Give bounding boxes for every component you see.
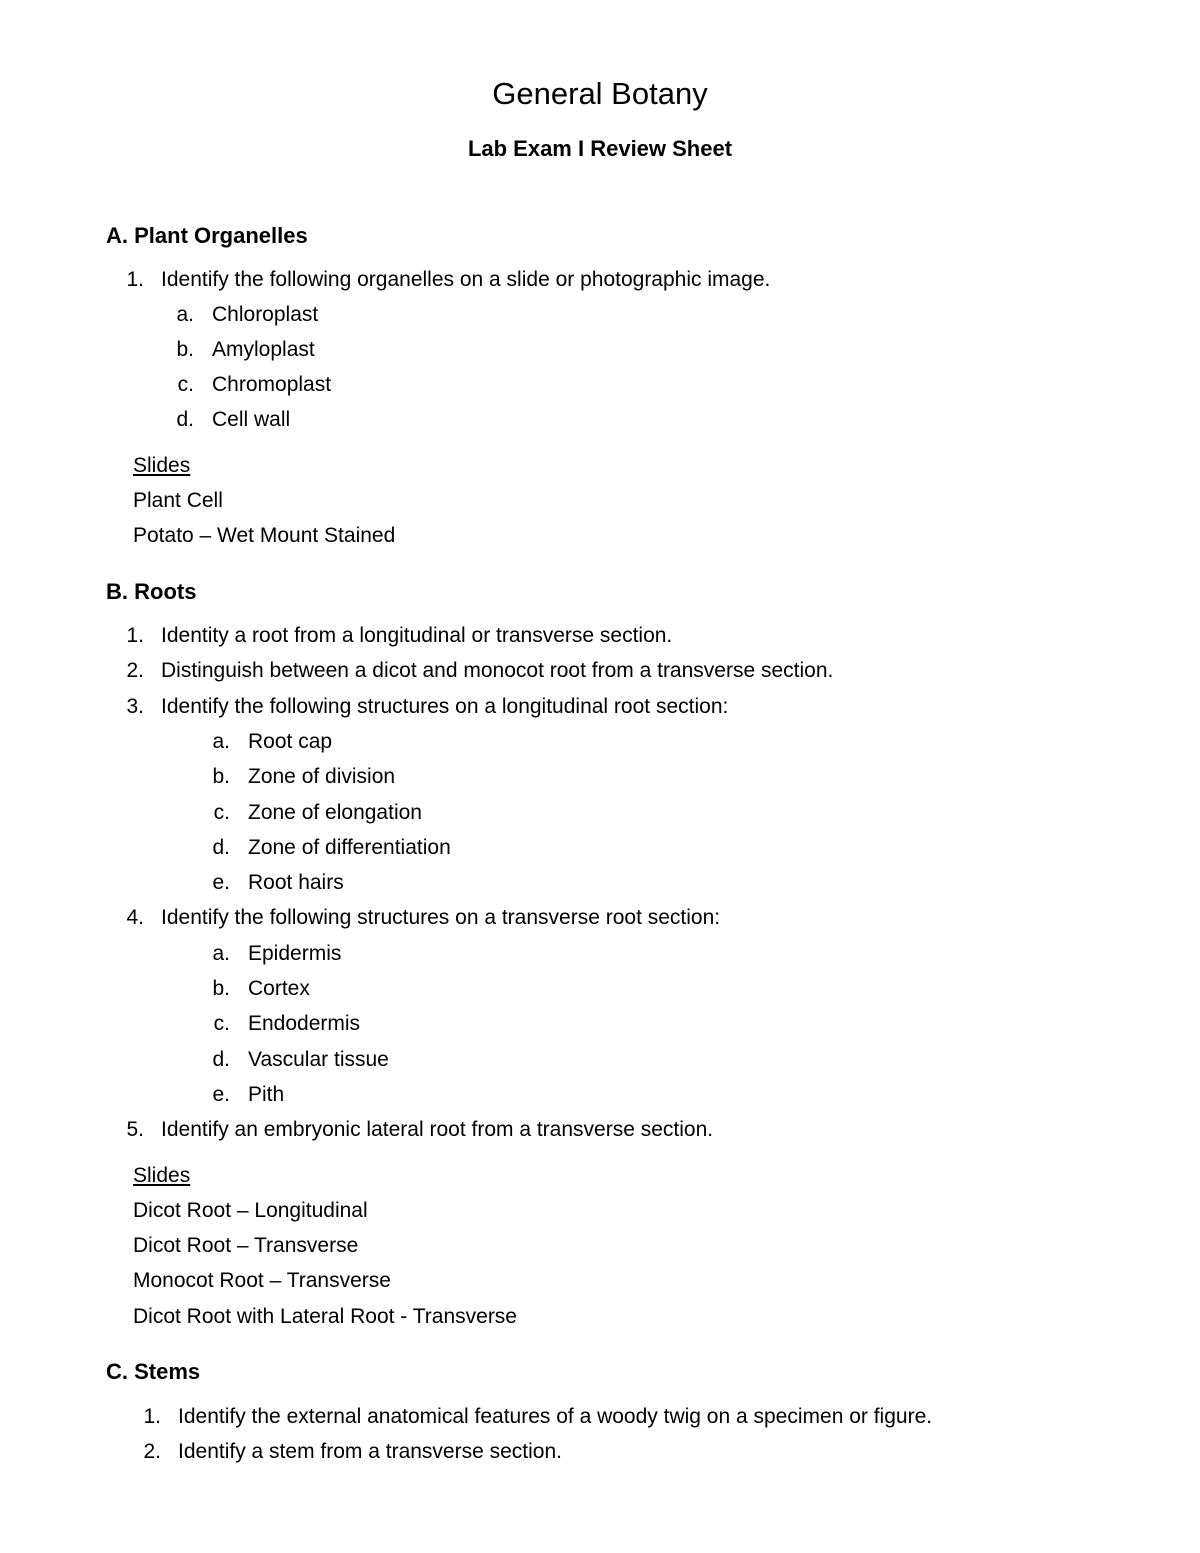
sublist-marker: d. — [212, 836, 230, 859]
sublist-item: Zone of division — [248, 765, 396, 788]
sublist-marker: a. — [212, 942, 230, 965]
sublist-marker: d. — [176, 408, 194, 431]
sublist-item: Zone of differentiation — [248, 836, 451, 859]
slide-name: Potato – Wet Mount Stained — [133, 524, 396, 547]
list-item: Identify a stem from a transverse section. — [178, 1440, 562, 1463]
sublist-marker: e. — [212, 871, 230, 894]
list-item: Identify the following structures on a longitudinal root section: — [161, 695, 729, 718]
sublist-marker: b. — [212, 765, 230, 788]
sublist-marker: d. — [212, 1048, 230, 1071]
list-marker: 1. — [126, 624, 144, 647]
sublist-marker: c. — [213, 1012, 230, 1035]
document-title: General Botany — [492, 76, 708, 111]
slide-name: Plant Cell — [133, 489, 223, 512]
sublist-marker: b. — [212, 977, 230, 1000]
sublist-item: Zone of elongation — [248, 801, 422, 824]
document-subtitle: Lab Exam I Review Sheet — [467, 136, 733, 161]
list-item: Distinguish between a dicot and monocot root from a transverse section. — [161, 659, 834, 682]
sublist-item: Cell wall — [212, 408, 291, 431]
slides-label: Slides — [133, 454, 191, 477]
sublist-item: Pith — [248, 1083, 285, 1106]
list-marker: 2. — [143, 1440, 161, 1463]
list-marker: 5. — [126, 1118, 144, 1141]
list-item: Identify an embryonic lateral root from a transverse section. — [161, 1118, 714, 1141]
sublist-marker: c. — [213, 801, 230, 824]
sublist-marker: e. — [212, 1083, 230, 1106]
section-heading-c: C. Stems — [106, 1359, 201, 1384]
sublist-item: Vascular tissue — [248, 1048, 389, 1071]
slide-name: Dicot Root with Lateral Root - Transverse — [133, 1305, 517, 1328]
sublist-item: Chloroplast — [212, 303, 319, 326]
slide-name: Monocot Root – Transverse — [133, 1269, 391, 1292]
slide-name: Dicot Root – Longitudinal — [133, 1199, 368, 1222]
list-marker: 1. — [126, 268, 144, 291]
sublist-item: Chromoplast — [212, 373, 332, 396]
list-item: Identity a root from a longitudinal or transverse section. — [161, 624, 673, 647]
list-item: Identify the external anatomical features of a woody twig on a specimen or figure. — [178, 1405, 933, 1428]
list-item: Identify the following structures on a transverse root section: — [161, 906, 721, 929]
sublist-item: Root cap — [248, 730, 333, 753]
section-heading-a: A. Plant Organelles — [106, 223, 308, 248]
sublist-item: Epidermis — [248, 942, 342, 965]
slides-label: Slides — [133, 1164, 191, 1187]
sublist-marker: b. — [176, 338, 194, 361]
sublist-marker: a. — [176, 303, 194, 326]
sublist-marker: a. — [212, 730, 230, 753]
section-heading-b: B. Roots — [106, 579, 197, 604]
sublist-item: Endodermis — [248, 1012, 361, 1035]
sublist-item: Cortex — [248, 977, 310, 1000]
list-marker: 4. — [126, 906, 144, 929]
slide-name: Dicot Root – Transverse — [133, 1234, 359, 1257]
list-marker: 1. — [143, 1405, 161, 1428]
sublist-item: Root hairs — [248, 871, 344, 894]
list-item: Identify the following organelles on a slide or photographic image. — [161, 268, 771, 291]
list-marker: 3. — [126, 695, 144, 718]
sublist-item: Amyloplast — [212, 338, 315, 361]
sublist-marker: c. — [177, 373, 194, 396]
list-marker: 2. — [126, 659, 144, 682]
